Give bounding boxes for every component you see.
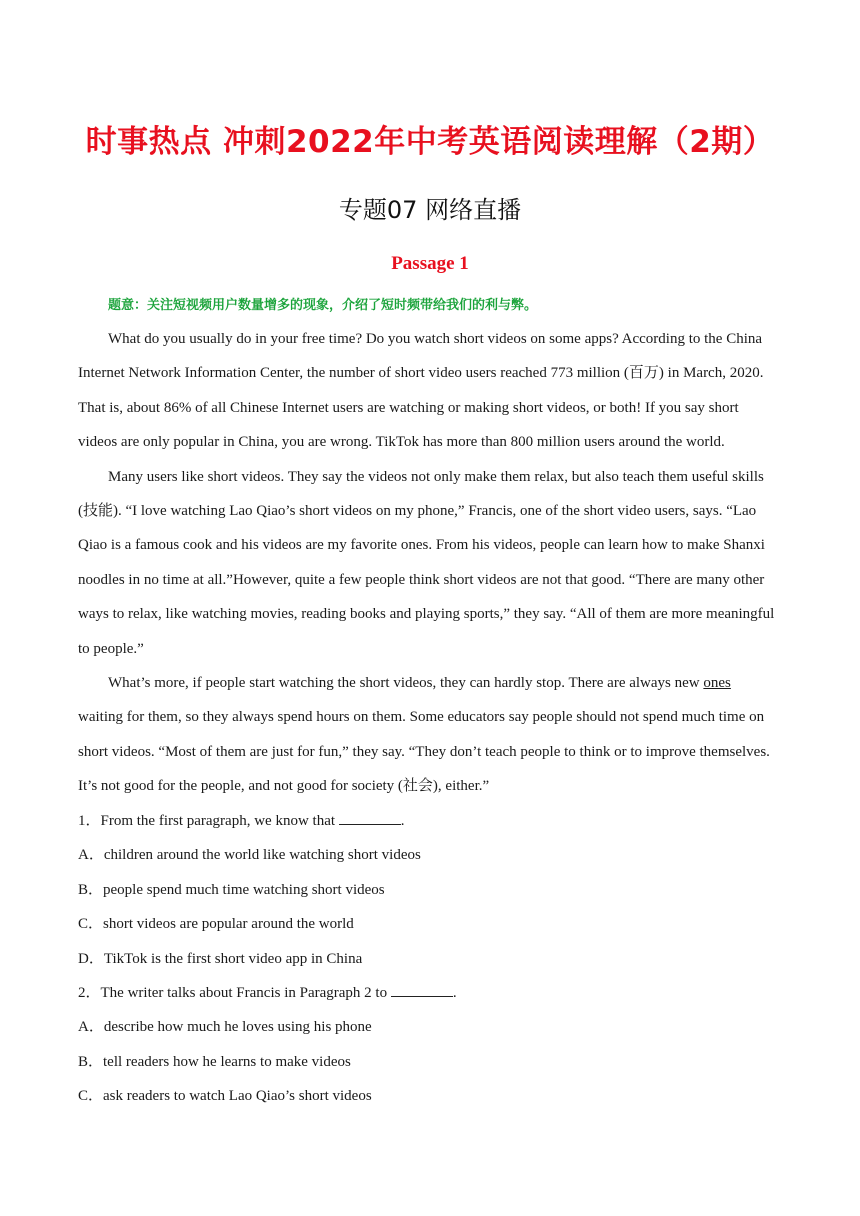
topic-subtitle: 专题07 网络直播 bbox=[338, 196, 522, 224]
underlined-word: ones bbox=[703, 675, 731, 692]
paragraph-line: short videos. “Most of them are just for fun,” they say. “They don’t teach people to think or to improve themselves. bbox=[78, 743, 770, 760]
paragraph-line: Many users like short videos. They say the videos not only make them relax, but also teach them useful skills bbox=[108, 468, 764, 485]
paragraph-line: It’s not good for the people, and not good for society (社会), either.” bbox=[78, 778, 490, 795]
answer-blank bbox=[339, 812, 401, 825]
question-2 bbox=[78, 976, 784, 1114]
paragraph-2 bbox=[78, 460, 784, 666]
question-stem-end: . bbox=[452, 985, 457, 1002]
question-stem bbox=[78, 976, 784, 1010]
question-stem-text: 2．The writer talks about Francis in Paragraph 2 to bbox=[78, 985, 391, 1002]
paragraph-line: Qiao is a famous cook and his videos are my favorite ones. From his videos, people can learn how to make Shanxi bbox=[78, 537, 765, 554]
option-d[interactable]: D．TikTok is the first short video app in China bbox=[78, 950, 363, 967]
question-stem-text: 1．From the first paragraph, we know that bbox=[78, 813, 339, 829]
option-b[interactable]: B．tell readers how he learns to make videos bbox=[78, 1053, 351, 1070]
paragraph-1 bbox=[78, 322, 784, 460]
paragraph-line: That is, about 86% of all Chinese Internet users are watching or making short videos, or both! If you say short bbox=[78, 399, 739, 416]
paragraph-line: waiting for them, so they always spend hours on them. Some educators say people should not spend much time on bbox=[78, 709, 765, 726]
paragraph-line: videos are only popular in China, you are wrong. TikTok has more than 800 million users around the world. bbox=[78, 434, 725, 451]
page-title: 时事热点 冲刺2022年中考英语阅读理解（2期） bbox=[85, 124, 775, 160]
option-c[interactable]: C．ask readers to watch Lao Qiao’s short videos bbox=[78, 1088, 372, 1105]
question-stem-end: . bbox=[400, 813, 405, 829]
paragraph-text: What’s more, if people start watching the short videos, they can hardly stop. There are always new bbox=[108, 675, 704, 692]
paragraph-line bbox=[78, 666, 784, 700]
paragraph-line: (技能). “I love watching Lao Qiao’s short videos on my phone,” Francis, one of the short video users, says. “Lao bbox=[78, 503, 757, 520]
option-a[interactable]: A．describe how much he loves using his phone bbox=[78, 1019, 372, 1036]
paragraph-line: noodles in no time at all.”However, quite a few people think short videos are not that good. “There are many other bbox=[78, 571, 765, 588]
paragraph-line: ways to relax, like watching movies, reading books and playing sports,” they say. “All of them are more meaningful bbox=[78, 606, 775, 623]
passage-body bbox=[78, 322, 784, 804]
option-c[interactable]: C．short videos are popular around the world bbox=[78, 916, 354, 933]
paragraph-3 bbox=[78, 666, 784, 804]
option-a[interactable]: A．children around the world like watching short videos bbox=[78, 847, 421, 864]
paragraph-line: Internet Network Information Center, the number of short video users reached 773 million (百万) in March, 2020. bbox=[78, 365, 764, 382]
passage-gist: 题意：关注短视频用户数量增多的现象，介绍了短时频带给我们的利与弊。 bbox=[108, 298, 538, 313]
option-b[interactable]: B．people spend much time watching short videos bbox=[78, 881, 385, 898]
question-1 bbox=[78, 804, 784, 976]
question-stem bbox=[78, 804, 784, 838]
question-list bbox=[78, 804, 784, 1114]
paragraph-line: to people.” bbox=[78, 640, 144, 657]
passage-label: Passage 1 bbox=[391, 253, 469, 274]
paragraph-line: What do you usually do in your free time? Do you watch short videos on some apps? According to the China bbox=[108, 331, 763, 347]
answer-blank bbox=[391, 984, 453, 997]
